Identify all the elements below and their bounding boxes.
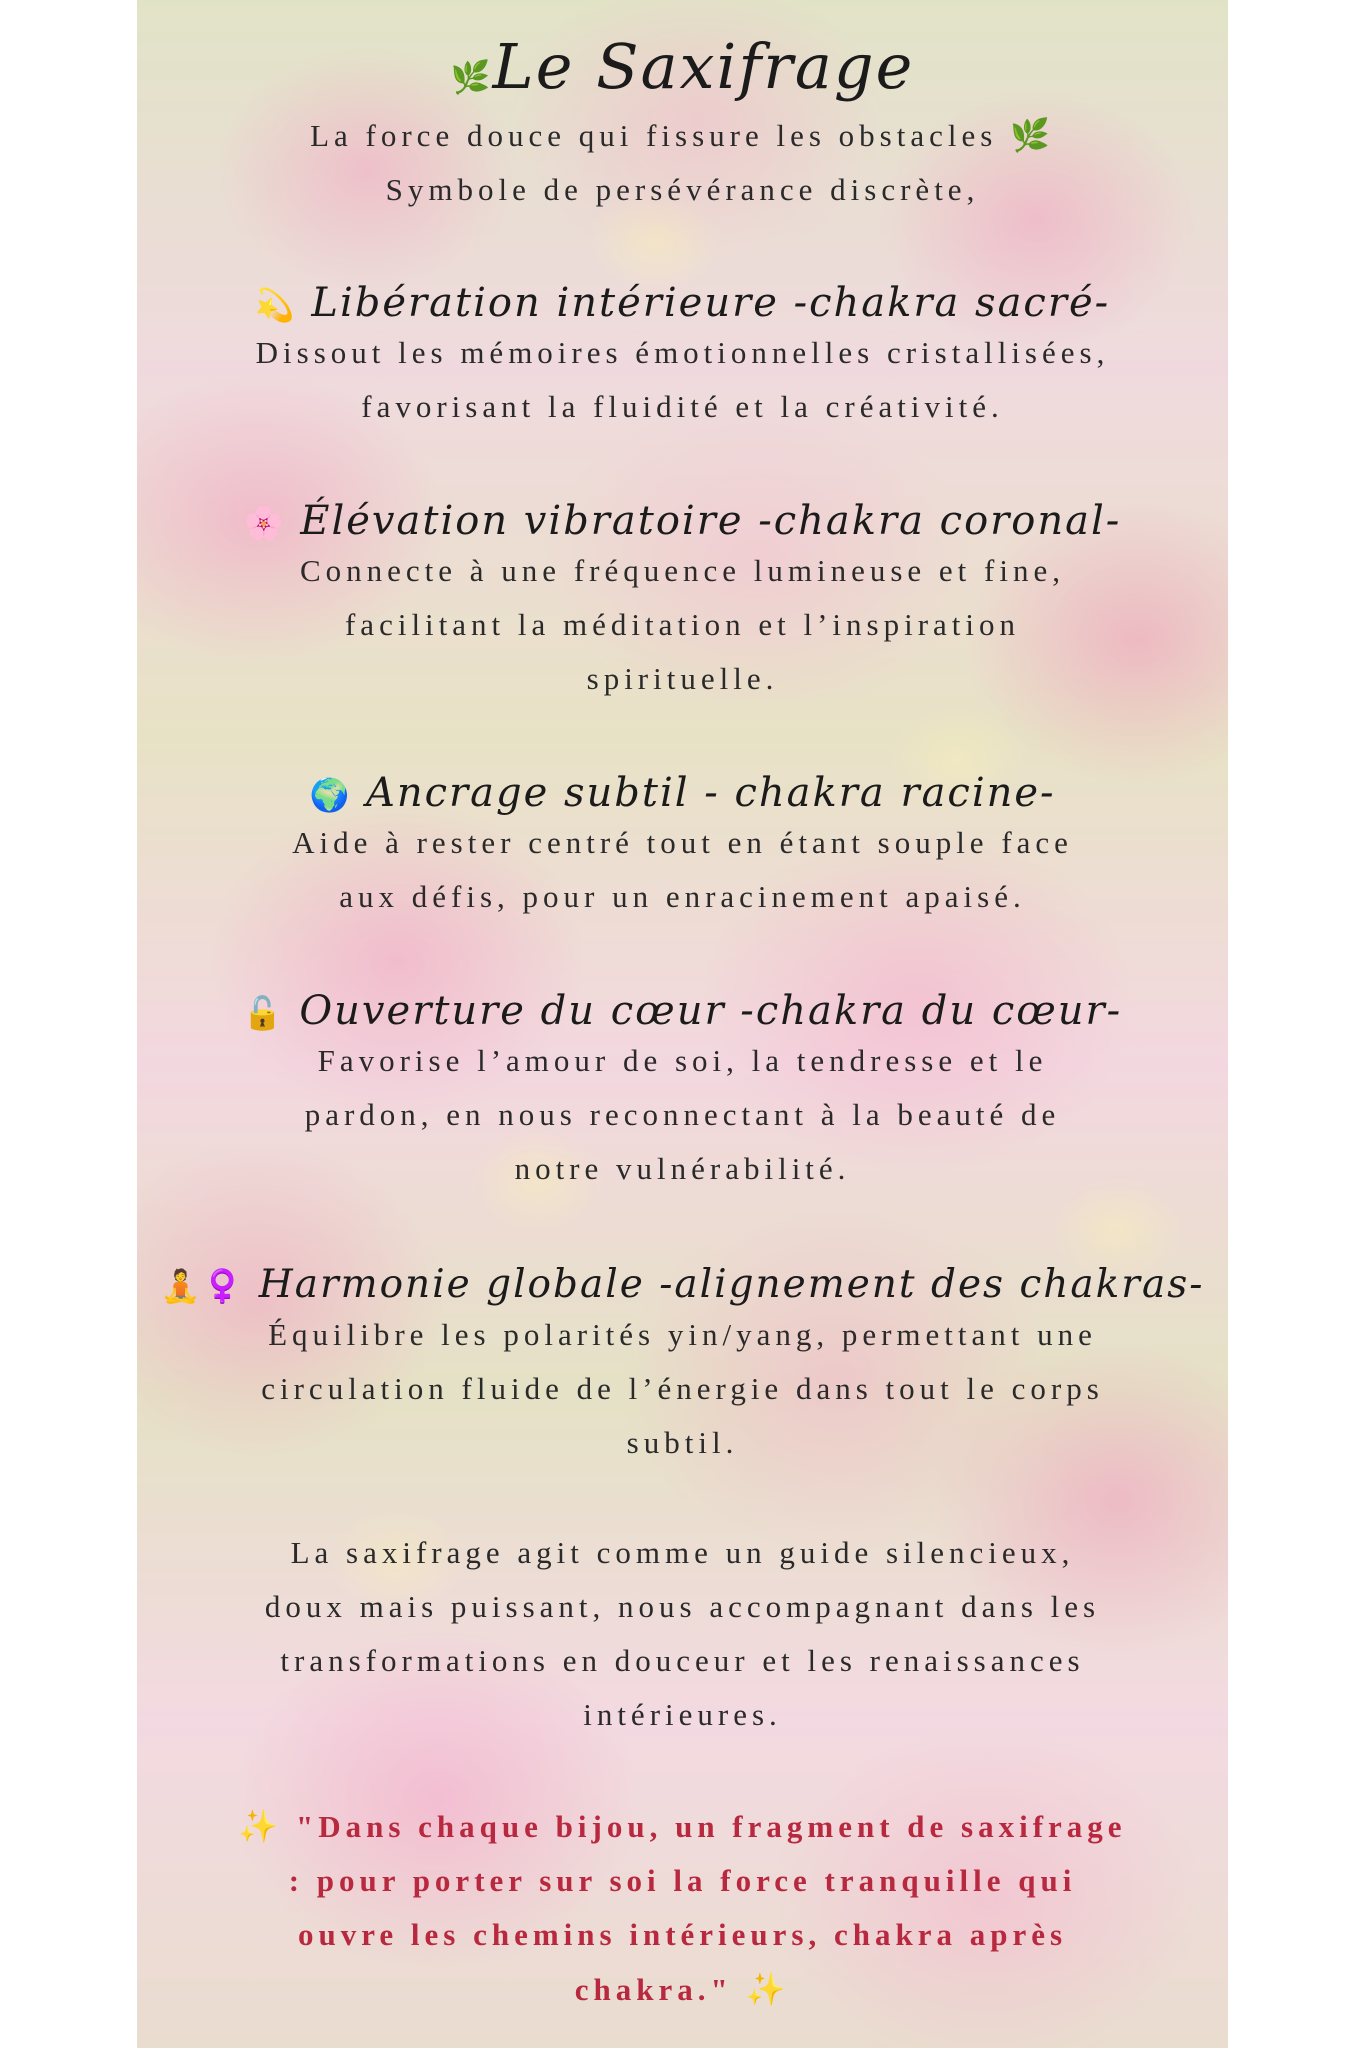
section-line: spirituelle. [586,661,779,696]
herb-icon: 🌿 [450,58,493,96]
section-body [137,1034,1228,1196]
section-line: circulation fluide de l’énergie dans tout le corps [261,1371,1104,1406]
meditation-icon: 🧘♀️ [160,1267,245,1305]
quote-line [137,1799,1228,1854]
section-heading-text: Élévation vibratoire -chakra coronal- [300,498,1122,544]
conclusion-line: intérieures. [583,1697,782,1732]
section-line: Équilibre les polarités yin/yang, permettant une [268,1317,1097,1352]
section-body [137,326,1228,434]
section-line: facilitant la méditation et l’inspiration [344,607,1021,642]
globe-icon: 🌍 [309,776,352,814]
intro-line-2: Symbole de persévérance discrète, [385,172,980,207]
section-line: favorisant la fluidité et la créativité. [361,389,1004,424]
section-heading [137,984,1228,1040]
section-heading-text: Ouverture du cœur -chakra du cœur- [299,988,1123,1034]
quote-line-text: "Dans chaque bijou, un fragment de saxifrage [296,1809,1127,1844]
intro-line-1 [137,108,1228,163]
section-line: Favorise l’amour de soi, la tendresse et le [317,1043,1048,1078]
page-title-text: Le Saxifrage [492,30,915,103]
section-heading-text: Libération intérieure -chakra sacré- [311,280,1111,326]
section-body [137,816,1228,924]
quote-line: ouvre les chemins intérieurs, chakra après [297,1917,1068,1952]
section-heading [137,276,1228,332]
section-heading [137,766,1228,822]
section-line: pardon, en nous reconnectant à la beauté de [304,1097,1061,1132]
quote [137,1799,1228,2017]
cherry-blossom-icon: 🌸 [243,504,286,542]
section-line: aux défis, pour un enracinement apaisé. [339,879,1026,914]
herb-icon: 🌿 [1010,117,1055,153]
intro-line-1-text: La force douce qui fissure les obstacles [310,118,998,153]
sparkles-icon: ✨ [745,1971,791,2007]
conclusion-line: transformations en douceur et les renaissances [280,1643,1085,1678]
section-body [137,1308,1228,1470]
quote-line-text: chakra." [574,1972,733,2007]
section-line: Connecte à une fréquence lumineuse et fine, [299,553,1065,588]
conclusion [137,1526,1228,1742]
section-heading [137,494,1228,550]
page-title [137,30,1228,114]
section-line: Aide à rester centré tout en étant souple face [292,825,1073,860]
unlocked-padlock-icon: 🔓 [242,994,285,1032]
intro [137,108,1228,217]
sparkles-icon: ✨ [238,1808,284,1844]
conclusion-line: La saxifrage agit comme un guide silencieux, [290,1535,1075,1570]
quote-line [137,1962,1228,2017]
dizzy-star-icon: 💫 [254,286,297,324]
section-heading-text: Ancrage subtil - chakra racine- [366,770,1056,816]
section-heading-text: Harmonie globale -alignement des chakras- [258,1262,1205,1307]
section-line: subtil. [626,1425,739,1460]
section-line: notre vulnérabilité. [514,1151,851,1186]
background-flowers [137,0,1228,2048]
section-line: Dissout les mémoires émotionnelles cristallisées, [255,335,1110,370]
quote-line: : pour porter sur soi la force tranquille qui [288,1863,1077,1898]
section-heading [137,1258,1228,1313]
conclusion-line: doux mais puissant, nous accompagnant dans les [264,1589,1101,1624]
section-body [137,544,1228,706]
